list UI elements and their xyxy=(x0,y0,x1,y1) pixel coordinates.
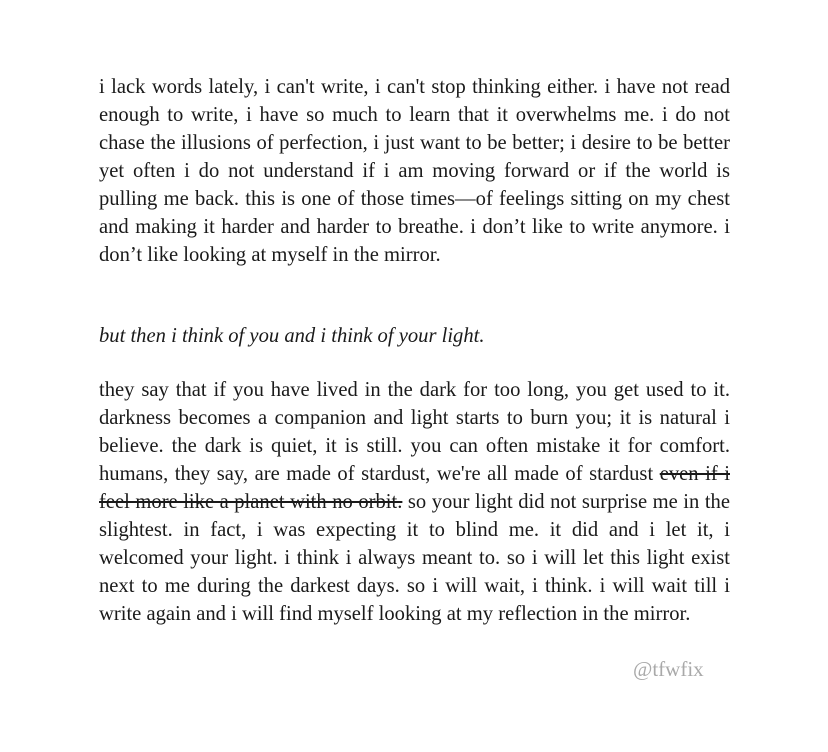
paragraph-3 xyxy=(99,376,730,628)
paragraph-3-text-after: so your light did not surprise me in the slightest. in fact, i was expecting it to blind me. it did and i let it, i welcomed your light. i think i always meant to. so i will let this light exist next to me during the darkest days. so i will wait, i think. i will wait till i write again and i will find myself looking at my reflection in the mirror. xyxy=(99,491,730,625)
paragraph-3-text-before: they say that if you have lived in the dark for too long, you get used to it. darkness becomes a companion and light starts to burn you; it is natural i believe. the dark is quiet, it is still. you can often mistake it for comfort. humans, they say, are made of stardust, we're all made of stardust xyxy=(99,379,730,485)
author-watermark: @tfwfix xyxy=(633,657,704,681)
paragraph-1: i lack words lately, i can't write, i can't stop thinking either. i have not read enough to write, i have so much to learn that it overwhelms me. i do not chase the illusions of perfection, i just want to be better; i desire to be better yet often i do not understand if i am moving forward or if the world is pulling me back. this is one of those times—of feelings sitting on my chest and making it harder and harder to breathe. i don’t like to write anymore. i don’t like looking at myself in the mirror. xyxy=(99,76,730,266)
struck-through-text: even if i feel more like a planet with no orbit. xyxy=(99,463,730,513)
paragraph-2-italic: but then i think of you and i think of your light. xyxy=(99,325,485,347)
